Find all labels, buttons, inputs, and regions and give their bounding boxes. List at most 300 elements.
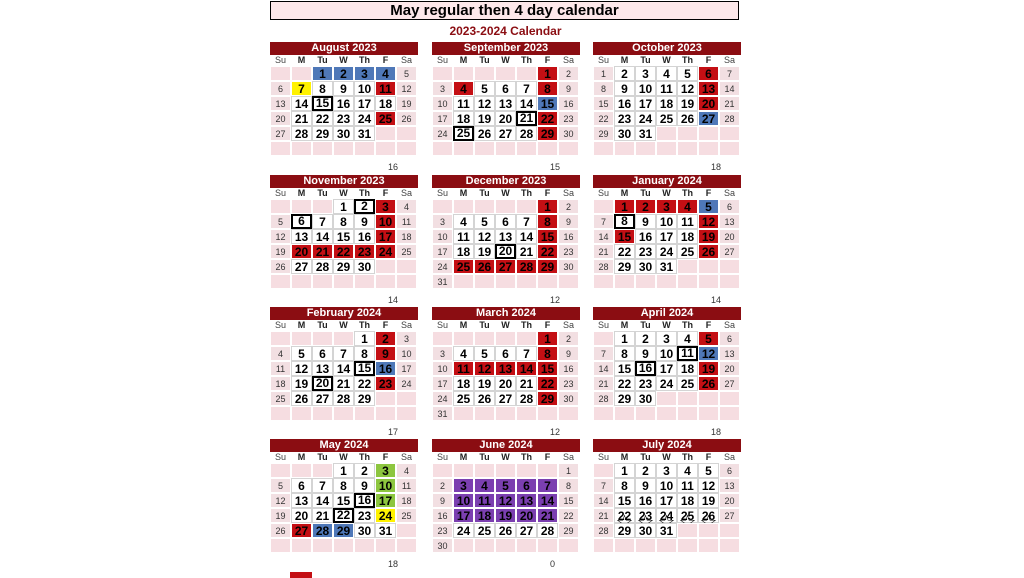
day-cell: 24 — [656, 376, 677, 391]
weekday-header-row — [432, 320, 580, 331]
day-cell: 11 — [453, 229, 474, 244]
day-cell: 10 — [396, 346, 417, 361]
weekday-label: Th — [359, 55, 370, 65]
weekday-label: Sa — [400, 320, 412, 330]
day-cell: 21 — [516, 111, 537, 126]
day-cell: 31 — [656, 259, 677, 274]
day-cell: 25 ☆ — [677, 508, 698, 523]
day-cell: 5 — [270, 214, 291, 229]
day-cell: 4 — [656, 66, 677, 81]
day-cell: 25 — [396, 508, 417, 523]
day-cell: 10 — [432, 96, 453, 111]
day-cell: 14 — [593, 229, 614, 244]
day-cell: 6 — [698, 66, 719, 81]
day-cell: 1 — [614, 199, 635, 214]
empty-cell — [635, 274, 656, 289]
month-header: June 2024 — [432, 439, 580, 452]
empty-cell — [396, 141, 417, 156]
weekday-label: Su — [436, 320, 448, 330]
empty-cell — [375, 141, 396, 156]
day-cell: 1 — [537, 199, 558, 214]
weekday-label: W — [501, 55, 510, 65]
empty-cell — [516, 274, 537, 289]
day-cell: 5 — [677, 66, 698, 81]
month-header: January 2024 — [593, 175, 741, 188]
empty-cell — [719, 406, 740, 421]
calendar-title: May regular then 4 day calendar — [270, 1, 739, 20]
empty-cell — [375, 391, 396, 406]
day-cell: 3 — [432, 214, 453, 229]
day-cell: 22 — [354, 376, 375, 391]
month-block — [593, 42, 741, 172]
weekday-label: M — [297, 452, 306, 462]
day-cell: 5 — [474, 214, 495, 229]
day-cell: 28 — [537, 523, 558, 538]
day-cell: 4 — [375, 66, 396, 81]
weekday-label: F — [382, 452, 389, 462]
day-cell: 13 — [516, 493, 537, 508]
day-cell: 19 — [396, 96, 417, 111]
day-cell: 28 — [312, 259, 333, 274]
day-cell: 22 — [593, 111, 614, 126]
empty-cell — [375, 538, 396, 553]
empty-cell — [558, 141, 579, 156]
empty-cell — [516, 463, 537, 478]
day-cell: 19 — [495, 508, 516, 523]
month-header: August 2023 — [270, 42, 418, 55]
day-cell: 23 — [635, 244, 656, 259]
day-cell: 25 — [677, 376, 698, 391]
empty-cell — [291, 141, 312, 156]
weekday-label: Th — [521, 320, 532, 330]
weekday-header-row — [270, 320, 418, 331]
day-cell: 25 — [270, 391, 291, 406]
empty-cell — [312, 274, 333, 289]
day-cell: 10 — [354, 81, 375, 96]
weekday-label: W — [339, 55, 348, 65]
weekday-header-row — [432, 452, 580, 463]
empty-cell — [354, 141, 375, 156]
school-day-count: 0 — [550, 559, 556, 569]
day-cell: 21 — [593, 508, 614, 523]
empty-cell — [270, 141, 291, 156]
empty-cell — [677, 391, 698, 406]
weekday-label: F — [544, 55, 551, 65]
day-cell: 25 — [474, 523, 495, 538]
day-cell: 28 — [593, 523, 614, 538]
day-cell: 15 — [614, 229, 635, 244]
day-cell: 10 — [375, 478, 396, 493]
empty-cell — [495, 141, 516, 156]
weekday-label: Sa — [400, 188, 412, 198]
weekday-label: Sa — [400, 452, 412, 462]
weekday-label: Th — [521, 188, 532, 198]
day-cell: 29 — [558, 523, 579, 538]
empty-cell — [291, 199, 312, 214]
empty-cell — [396, 126, 417, 141]
day-cell: 19 — [474, 376, 495, 391]
weekday-header-row — [270, 452, 418, 463]
empty-cell — [677, 538, 698, 553]
day-cell: 27 — [516, 523, 537, 538]
day-cell: 26 — [698, 244, 719, 259]
day-cell: 14 — [516, 96, 537, 111]
empty-cell — [291, 66, 312, 81]
weekday-label: Tu — [317, 188, 328, 198]
day-cell: 30 — [432, 538, 453, 553]
weekday-label: Th — [682, 55, 693, 65]
school-day-count: 18 — [711, 427, 722, 437]
day-cell: 30 — [635, 391, 656, 406]
day-cell: 9 — [558, 214, 579, 229]
day-cell: 20 — [495, 376, 516, 391]
weekday-label: Th — [359, 188, 370, 198]
empty-cell — [537, 274, 558, 289]
day-cell: 6 — [719, 199, 740, 214]
day-cell: 12 — [474, 361, 495, 376]
day-cell: 3 — [635, 66, 656, 81]
calendar-subtitle: 2023-2024 Calendar — [449, 24, 562, 38]
weekday-label: Su — [597, 452, 609, 462]
empty-cell — [291, 406, 312, 421]
empty-cell — [656, 538, 677, 553]
day-cell: 11 — [474, 493, 495, 508]
day-cell: 3 — [432, 346, 453, 361]
day-cell: 3 — [656, 331, 677, 346]
day-cell: 26 — [270, 259, 291, 274]
month-block — [593, 307, 741, 437]
empty-cell — [537, 538, 558, 553]
day-cell: 7 — [312, 214, 333, 229]
day-cell: 25 — [453, 391, 474, 406]
weekday-header-row — [593, 320, 741, 331]
month-block — [270, 439, 418, 569]
empty-cell — [396, 274, 417, 289]
empty-cell — [677, 274, 698, 289]
weekday-label: M — [297, 188, 306, 198]
weekday-label: Su — [597, 188, 609, 198]
day-cell: 16 — [635, 229, 656, 244]
weekday-label: Su — [436, 55, 448, 65]
empty-cell — [312, 331, 333, 346]
day-cell: 7 — [593, 346, 614, 361]
day-cell: 25 — [677, 244, 698, 259]
day-cell: 23 — [558, 244, 579, 259]
day-cell: 4 — [453, 214, 474, 229]
day-cell: 18 — [474, 508, 495, 523]
day-cell: 2 — [354, 463, 375, 478]
day-cell: 23 — [375, 376, 396, 391]
day-cell: 17 — [656, 229, 677, 244]
day-cell: 23 — [558, 111, 579, 126]
weekday-label: Th — [682, 188, 693, 198]
empty-cell — [333, 406, 354, 421]
weekday-header-row — [593, 452, 741, 463]
day-cell: 3 — [656, 199, 677, 214]
day-cell: 22 — [614, 244, 635, 259]
month-header: February 2024 — [270, 307, 418, 320]
empty-cell — [593, 463, 614, 478]
day-cell: 25 — [396, 244, 417, 259]
day-cell: 31 — [354, 126, 375, 141]
day-cell: 8 — [537, 81, 558, 96]
day-cell: 22 ☆ — [614, 508, 635, 523]
weekday-label: Sa — [723, 188, 735, 198]
day-cell: 5 — [698, 199, 719, 214]
weekday-label: M — [620, 452, 629, 462]
day-cell: 1 — [614, 331, 635, 346]
day-cell: 7 — [516, 81, 537, 96]
weekday-label: Tu — [479, 320, 490, 330]
empty-cell — [719, 391, 740, 406]
day-cell: 14 — [333, 361, 354, 376]
day-cell: 15 — [333, 493, 354, 508]
day-cell: 23 — [432, 523, 453, 538]
month-header: October 2023 — [593, 42, 741, 55]
weekday-label: Th — [359, 320, 370, 330]
day-cell: 16 — [354, 229, 375, 244]
day-cell: 7 — [291, 81, 312, 96]
day-cell: 1 — [558, 463, 579, 478]
weekday-label: F — [544, 188, 551, 198]
day-cell: 30 — [635, 259, 656, 274]
day-cell: 7 — [593, 478, 614, 493]
day-cell: 24 — [396, 376, 417, 391]
day-cell: 14 — [291, 96, 312, 111]
empty-cell — [516, 66, 537, 81]
empty-cell — [698, 406, 719, 421]
day-cell: 9 — [558, 346, 579, 361]
day-cell: 4 — [396, 199, 417, 214]
day-cell: 3 — [375, 463, 396, 478]
empty-cell — [698, 391, 719, 406]
day-cell: 15 — [614, 361, 635, 376]
month-header: May 2024 — [270, 439, 418, 452]
day-cell: 24 — [375, 508, 396, 523]
day-cell: 3 — [432, 81, 453, 96]
empty-cell — [474, 406, 495, 421]
day-cell: 13 — [270, 96, 291, 111]
empty-cell — [375, 126, 396, 141]
day-cell: 10 — [656, 478, 677, 493]
day-cell: 24 — [635, 111, 656, 126]
weekday-header-row — [593, 55, 741, 66]
day-cell: 8 — [333, 478, 354, 493]
empty-cell — [396, 523, 417, 538]
weekday-label: W — [662, 320, 671, 330]
day-cell: 20 — [719, 361, 740, 376]
day-cell: 29 — [537, 391, 558, 406]
day-cell: 10 — [635, 81, 656, 96]
empty-cell — [375, 259, 396, 274]
month-header: September 2023 — [432, 42, 580, 55]
day-cell: 7 — [719, 66, 740, 81]
day-cell: 1 — [333, 463, 354, 478]
empty-cell — [677, 259, 698, 274]
day-cell: 16 — [432, 508, 453, 523]
day-cell: 6 — [516, 478, 537, 493]
day-cell: 12 — [270, 493, 291, 508]
empty-cell — [698, 538, 719, 553]
day-cell: 30 — [558, 259, 579, 274]
day-cell: 25 — [375, 111, 396, 126]
empty-cell — [474, 199, 495, 214]
empty-cell — [516, 406, 537, 421]
empty-cell — [677, 523, 698, 538]
day-cell: 20 — [495, 244, 516, 259]
empty-cell — [719, 141, 740, 156]
day-cell: 17 — [375, 493, 396, 508]
day-cell: 15 — [312, 96, 333, 111]
day-cell: 10 — [432, 229, 453, 244]
empty-cell — [474, 463, 495, 478]
empty-cell — [558, 406, 579, 421]
weekday-label: Sa — [400, 55, 412, 65]
weekday-label: W — [662, 188, 671, 198]
day-cell: 11 — [375, 81, 396, 96]
weekday-label: Th — [359, 452, 370, 462]
empty-cell — [474, 66, 495, 81]
day-cell: 20 — [698, 96, 719, 111]
empty-cell — [333, 538, 354, 553]
empty-cell — [432, 463, 453, 478]
day-cell: 24 — [432, 391, 453, 406]
day-cell: 21 — [312, 508, 333, 523]
day-cell: 9 — [333, 81, 354, 96]
day-cell: 16 — [354, 493, 375, 508]
empty-cell — [396, 538, 417, 553]
day-cell: 11 — [453, 96, 474, 111]
school-day-count: 17 — [388, 427, 399, 437]
day-cell: 26 — [474, 126, 495, 141]
empty-cell — [474, 331, 495, 346]
day-cell: 19 — [698, 229, 719, 244]
day-cell: 13 — [719, 214, 740, 229]
month-days-grid — [270, 66, 418, 156]
empty-cell — [453, 141, 474, 156]
weekday-label: Th — [521, 55, 532, 65]
day-cell: 15 — [537, 96, 558, 111]
day-cell: 20 — [516, 508, 537, 523]
day-cell: 21 — [719, 96, 740, 111]
day-cell: 29 — [614, 523, 635, 538]
school-day-count: 12 — [550, 295, 561, 305]
day-cell: 12 — [677, 81, 698, 96]
day-cell: 27 — [270, 126, 291, 141]
day-cell: 19 — [698, 361, 719, 376]
empty-cell — [495, 406, 516, 421]
day-cell: 13 — [719, 346, 740, 361]
weekday-label: M — [620, 320, 629, 330]
day-cell: 11 — [270, 361, 291, 376]
empty-cell — [635, 141, 656, 156]
day-cell: 6 — [495, 346, 516, 361]
day-cell: 12 — [270, 229, 291, 244]
empty-cell — [312, 141, 333, 156]
day-cell: 24 — [656, 244, 677, 259]
day-cell: 18 — [453, 244, 474, 259]
day-cell: 27 — [291, 259, 312, 274]
day-cell: 27 — [495, 259, 516, 274]
day-cell: 19 — [270, 508, 291, 523]
day-cell: 15 — [354, 361, 375, 376]
day-cell: 15 — [593, 96, 614, 111]
day-cell: 17 — [432, 244, 453, 259]
school-day-count: 18 — [711, 162, 722, 172]
day-cell: 26 — [698, 376, 719, 391]
day-cell: 8 — [354, 346, 375, 361]
weekday-label: M — [459, 188, 468, 198]
day-cell: 30 — [333, 126, 354, 141]
empty-cell — [474, 141, 495, 156]
day-cell: 16 — [558, 361, 579, 376]
weekday-label: F — [544, 320, 551, 330]
weekday-label: W — [662, 55, 671, 65]
weekday-label: Th — [682, 320, 693, 330]
empty-cell — [495, 538, 516, 553]
day-cell: 6 — [270, 81, 291, 96]
day-cell: 28 — [593, 391, 614, 406]
empty-cell — [453, 274, 474, 289]
day-cell: 13 — [312, 361, 333, 376]
day-cell: 29 — [614, 391, 635, 406]
day-cell: 18 — [677, 361, 698, 376]
weekday-label: Th — [521, 452, 532, 462]
weekday-label: W — [501, 188, 510, 198]
empty-cell — [558, 538, 579, 553]
day-cell: 27 — [698, 111, 719, 126]
weekday-label: M — [459, 55, 468, 65]
day-cell: 21 — [312, 244, 333, 259]
day-cell: 8 — [593, 81, 614, 96]
day-cell: 17 — [656, 361, 677, 376]
day-cell: 26 — [474, 391, 495, 406]
day-cell: 23 — [635, 376, 656, 391]
empty-cell — [593, 406, 614, 421]
day-cell: 31 — [656, 523, 677, 538]
month-header: November 2023 — [270, 175, 418, 188]
day-cell: 22 — [537, 244, 558, 259]
day-cell: 14 — [593, 493, 614, 508]
day-cell: 18 — [396, 493, 417, 508]
empty-cell — [593, 141, 614, 156]
weekday-label: W — [501, 452, 510, 462]
empty-cell — [291, 331, 312, 346]
empty-cell — [656, 406, 677, 421]
weekday-label: F — [382, 55, 389, 65]
day-cell: 8 — [558, 478, 579, 493]
empty-cell — [593, 331, 614, 346]
weekday-label: F — [544, 452, 551, 462]
day-cell: 29 — [333, 259, 354, 274]
empty-cell — [719, 126, 740, 141]
empty-cell — [495, 331, 516, 346]
month-days-grid — [593, 66, 741, 156]
weekday-label: Su — [274, 188, 286, 198]
day-cell: 17 — [432, 376, 453, 391]
day-cell: 15 — [558, 493, 579, 508]
day-cell: 20 — [270, 111, 291, 126]
month-days-grid — [593, 331, 741, 421]
day-cell: 27 — [719, 376, 740, 391]
day-cell: 29 — [333, 523, 354, 538]
day-cell: 5 — [495, 478, 516, 493]
day-cell: 5 — [270, 478, 291, 493]
weekday-label: M — [459, 320, 468, 330]
day-cell: 26 — [270, 523, 291, 538]
empty-cell — [270, 463, 291, 478]
day-cell: 7 — [312, 478, 333, 493]
